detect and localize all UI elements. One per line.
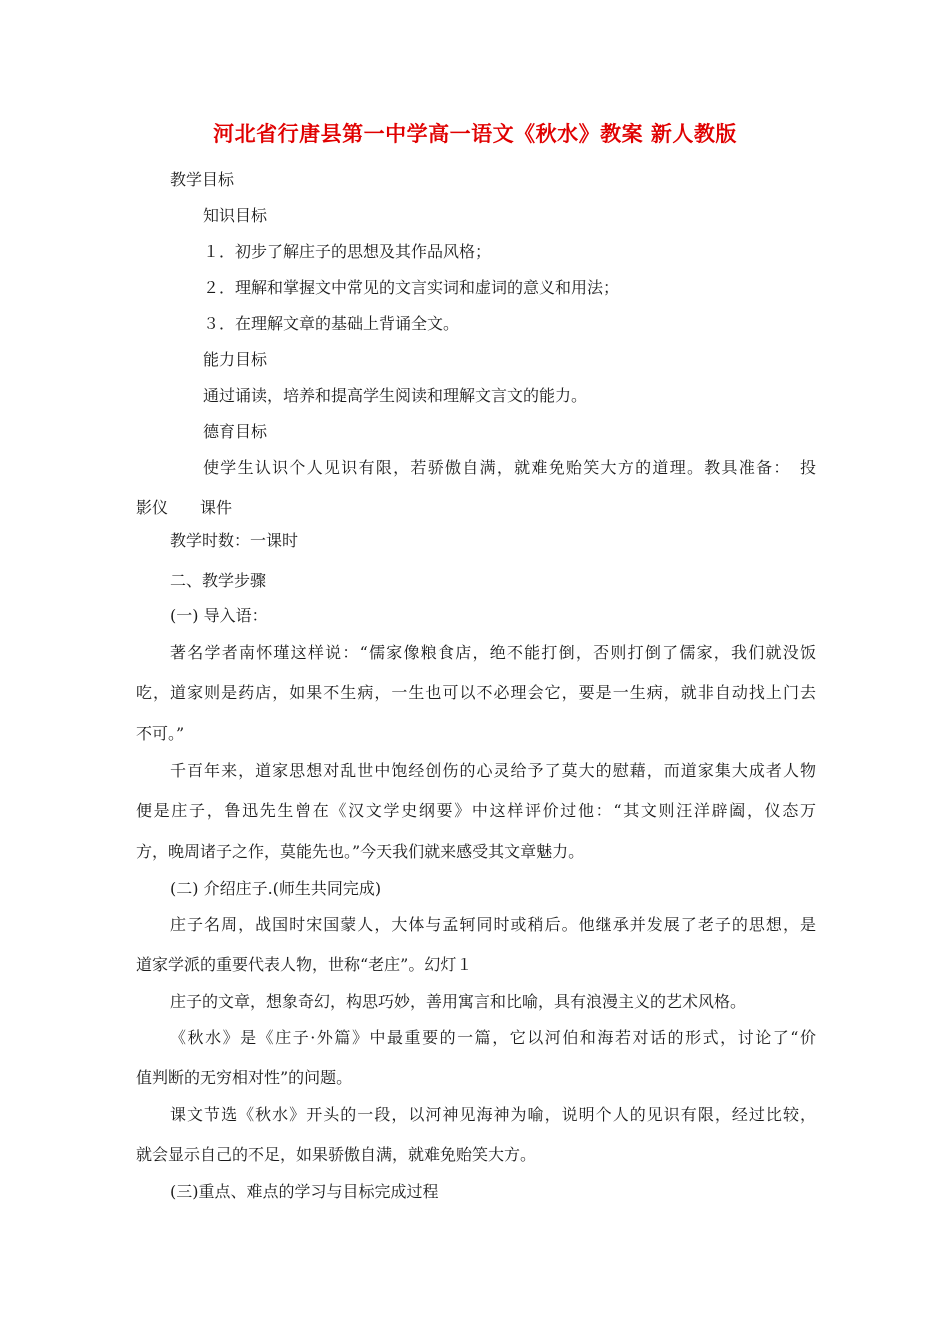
paragraph-line: 便是庄子，鲁迅先生曾在《汉文学史纲要》中这样评价过他：“其文则汪洋辟阖，仪态万 [136, 801, 816, 820]
paragraph-line: 《秋水》是《庄子·外篇》中最重要的一篇，它以河伯和海若对话的形式，讨论了“价 [170, 1028, 816, 1047]
ability-goal-text: 通过诵读，培养和提高学生阅读和理解文言文的能力。 [203, 386, 588, 405]
heading-teaching-steps: 二、教学步骤 [170, 571, 267, 590]
subheading-ability-goals: 能力目标 [203, 350, 268, 369]
paragraph-line: 庄子的文章，想象奇幻，构思巧妙，善用寓言和比喻，具有浪漫主义的艺术风格。 [170, 992, 747, 1011]
goal-item-1: １．初步了解庄子的思想及其作品风格； [203, 242, 492, 261]
heading-teaching-goals: 教学目标 [170, 170, 235, 189]
subheading-moral-goals: 德育目标 [203, 422, 268, 441]
paragraph-line: 方，晚周诸子之作，莫能先也。”今天我们就来感受其文章魅力。 [136, 842, 585, 861]
teaching-tools: 影仪 课件 [136, 498, 233, 517]
section-key-points-heading: (三)重点、难点的学习与目标完成过程 [170, 1182, 439, 1201]
goal-item-3: ３．在理解文章的基础上背诵全文。 [203, 314, 460, 333]
goal-item-2: ２．理解和掌握文中常见的文言实词和虚词的意义和用法； [203, 278, 620, 297]
section-intro-heading: (一) 导入语： [170, 606, 268, 625]
page-title: 河北省行唐县第一中学高一语文《秋水》教案 新人教版 [213, 122, 737, 146]
teaching-hours: 教学时数：一课时 [170, 531, 299, 550]
paragraph-line: 值判断的无穷相对性”的问题。 [136, 1068, 353, 1087]
section-zhuangzi-heading: (二) 介绍庄子.(师生共同完成) [170, 879, 382, 898]
paragraph-line: 就会显示自己的不足，如果骄傲自满，就难免贻笑大方。 [136, 1145, 537, 1164]
paragraph-line: 道家学派的重要代表人物，世称“老庄”。幻灯１ [136, 955, 473, 974]
paragraph-line: 著名学者南怀瑾这样说：“儒家像粮食店，绝不能打倒，否则打倒了儒家，我们就没饭 [170, 643, 816, 662]
paragraph-line: 庄子名周，战国时宋国蒙人，大体与孟轲同时或稍后。他继承并发展了老子的思想，是 [170, 915, 816, 934]
paragraph-line: 不可。” [136, 724, 185, 743]
subheading-knowledge-goals: 知识目标 [203, 206, 268, 225]
paragraph-line: 吃，道家则是药店，如果不生病，一生也可以不必理会它，要是一生病，就非自动找上门去 [136, 683, 816, 702]
paragraph-line: 课文节选《秋水》开头的一段，以河神见海神为喻，说明个人的见识有限，经过比较， [170, 1105, 816, 1124]
moral-goal-text: 使学生认识个人见识有限，若骄傲自满，就难免贻笑大方的道理。教具准备： 投 [203, 458, 816, 477]
paragraph-line: 千百年来，道家思想对乱世中饱经创伤的心灵给予了莫大的慰藉，而道家集大成者人物 [170, 761, 816, 780]
